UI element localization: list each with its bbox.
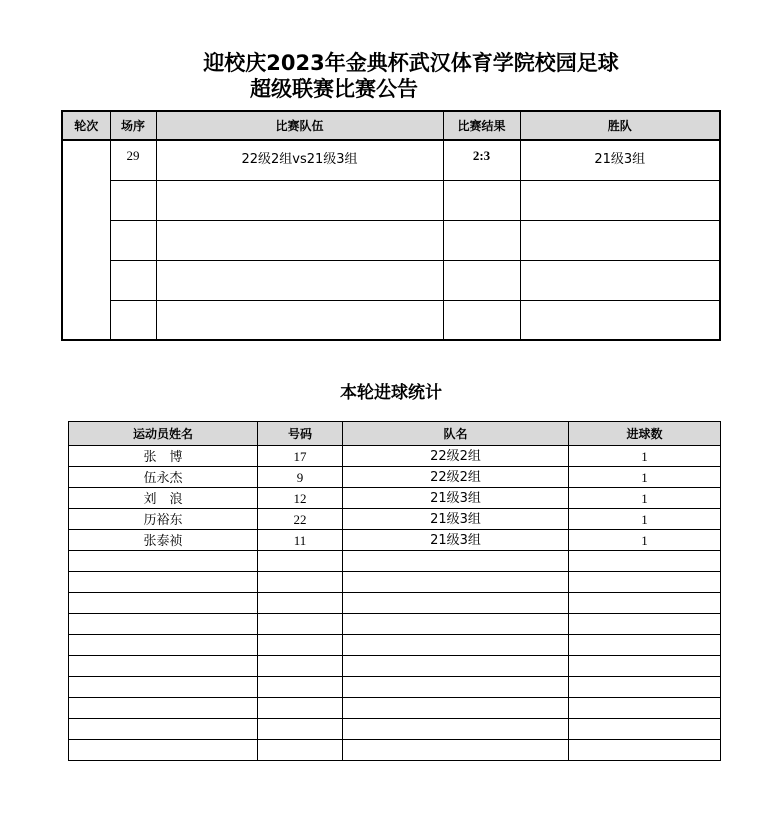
table-row xyxy=(69,698,721,719)
table-row xyxy=(69,551,721,572)
team-name-cell xyxy=(343,677,569,698)
player-name-cell xyxy=(69,719,258,740)
table-row xyxy=(69,488,721,509)
team-name-cell xyxy=(343,593,569,614)
goals-cell xyxy=(569,551,721,572)
goals-cell xyxy=(569,635,721,656)
jersey-number-cell: 9 xyxy=(258,467,343,488)
table-row xyxy=(69,614,721,635)
result-cell: 2:3 xyxy=(443,140,520,180)
table-row xyxy=(69,740,721,761)
table-row xyxy=(62,260,720,300)
match-no-cell xyxy=(110,300,156,340)
jersey-number-cell xyxy=(258,656,343,677)
goals-cell xyxy=(569,593,721,614)
team-name-cell xyxy=(343,656,569,677)
table-row xyxy=(69,656,721,677)
match-results-table xyxy=(61,110,721,341)
match-no-cell: 29 xyxy=(110,140,156,180)
winner-cell: 21级3组 xyxy=(520,140,720,180)
teams-cell: 22级2组vs21级3组 xyxy=(156,140,443,180)
teams-cell xyxy=(156,300,443,340)
header-team-name: 队名 xyxy=(343,422,569,446)
document-title-line1: 迎校庆2023年金典杯武汉体育学院校园足球 xyxy=(203,51,619,75)
winner-cell xyxy=(520,220,720,260)
goals-cell xyxy=(569,614,721,635)
result-cell xyxy=(443,300,520,340)
table-row xyxy=(69,593,721,614)
document-title-line2: 超级联赛比赛公告 xyxy=(250,77,418,101)
table-row xyxy=(69,530,721,551)
player-name-cell xyxy=(69,593,258,614)
round-cell xyxy=(62,140,110,340)
player-name-cell: 张 博 xyxy=(69,446,258,467)
header-player-name: 运动员姓名 xyxy=(69,422,258,446)
player-name-cell xyxy=(69,614,258,635)
goals-cell xyxy=(569,740,721,761)
goals-cell xyxy=(569,656,721,677)
team-name-cell xyxy=(343,740,569,761)
match-no-cell xyxy=(110,180,156,220)
scorers-table xyxy=(68,421,721,761)
table-row xyxy=(69,719,721,740)
player-name-cell: 刘 浪 xyxy=(69,488,258,509)
player-name-cell: 伍永杰 xyxy=(69,467,258,488)
table-row xyxy=(62,180,720,220)
goals-cell: 1 xyxy=(569,446,721,467)
player-name-cell xyxy=(69,656,258,677)
scorers-section-title: 本轮进球统计 xyxy=(340,383,442,403)
team-name-cell: 21级3组 xyxy=(343,509,569,530)
team-name-cell xyxy=(343,635,569,656)
header-match-no: 场序 xyxy=(110,111,156,140)
jersey-number-cell xyxy=(258,635,343,656)
team-name-cell xyxy=(343,698,569,719)
team-name-cell: 22级2组 xyxy=(343,467,569,488)
header-jersey-number: 号码 xyxy=(258,422,343,446)
result-cell xyxy=(443,180,520,220)
goals-cell xyxy=(569,677,721,698)
table-row xyxy=(62,220,720,260)
result-cell xyxy=(443,260,520,300)
winner-cell xyxy=(520,260,720,300)
header-teams: 比赛队伍 xyxy=(156,111,443,140)
table-row xyxy=(62,140,720,180)
jersey-number-cell: 12 xyxy=(258,488,343,509)
result-cell xyxy=(443,220,520,260)
winner-cell xyxy=(520,300,720,340)
winner-cell xyxy=(520,180,720,220)
player-name-cell xyxy=(69,572,258,593)
jersey-number-cell xyxy=(258,677,343,698)
jersey-number-cell xyxy=(258,572,343,593)
goals-cell xyxy=(569,719,721,740)
header-winner: 胜队 xyxy=(520,111,720,140)
teams-cell xyxy=(156,220,443,260)
team-name-cell xyxy=(343,614,569,635)
goals-cell xyxy=(569,572,721,593)
team-name-cell xyxy=(343,719,569,740)
table-row xyxy=(69,635,721,656)
header-round: 轮次 xyxy=(62,111,110,140)
player-name-cell: 历裕东 xyxy=(69,509,258,530)
header-goals: 进球数 xyxy=(569,422,721,446)
jersey-number-cell xyxy=(258,698,343,719)
jersey-number-cell xyxy=(258,719,343,740)
table-row xyxy=(62,300,720,340)
goals-cell: 1 xyxy=(569,530,721,551)
jersey-number-cell xyxy=(258,551,343,572)
team-name-cell: 22级2组 xyxy=(343,446,569,467)
table-row xyxy=(69,572,721,593)
teams-cell xyxy=(156,260,443,300)
team-name-cell: 21级3组 xyxy=(343,530,569,551)
table-row xyxy=(69,446,721,467)
team-name-cell xyxy=(343,551,569,572)
jersey-number-cell xyxy=(258,614,343,635)
goals-cell: 1 xyxy=(569,467,721,488)
goals-cell: 1 xyxy=(569,488,721,509)
match-no-cell xyxy=(110,260,156,300)
team-name-cell: 21级3组 xyxy=(343,488,569,509)
player-name-cell: 张泰祯 xyxy=(69,530,258,551)
player-name-cell xyxy=(69,740,258,761)
jersey-number-cell: 17 xyxy=(258,446,343,467)
teams-cell xyxy=(156,180,443,220)
goals-cell: 1 xyxy=(569,509,721,530)
scorers-table-body xyxy=(69,446,721,761)
jersey-number-cell xyxy=(258,593,343,614)
jersey-number-cell xyxy=(258,740,343,761)
player-name-cell xyxy=(69,677,258,698)
goals-cell xyxy=(569,698,721,719)
results-header-row xyxy=(62,111,720,140)
table-row xyxy=(69,677,721,698)
match-no-cell xyxy=(110,220,156,260)
team-name-cell xyxy=(343,572,569,593)
jersey-number-cell: 22 xyxy=(258,509,343,530)
player-name-cell xyxy=(69,635,258,656)
jersey-number-cell: 11 xyxy=(258,530,343,551)
player-name-cell xyxy=(69,551,258,572)
table-row xyxy=(69,509,721,530)
header-result: 比赛结果 xyxy=(443,111,520,140)
table-row xyxy=(69,467,721,488)
scorers-header-row xyxy=(69,422,721,446)
player-name-cell xyxy=(69,698,258,719)
